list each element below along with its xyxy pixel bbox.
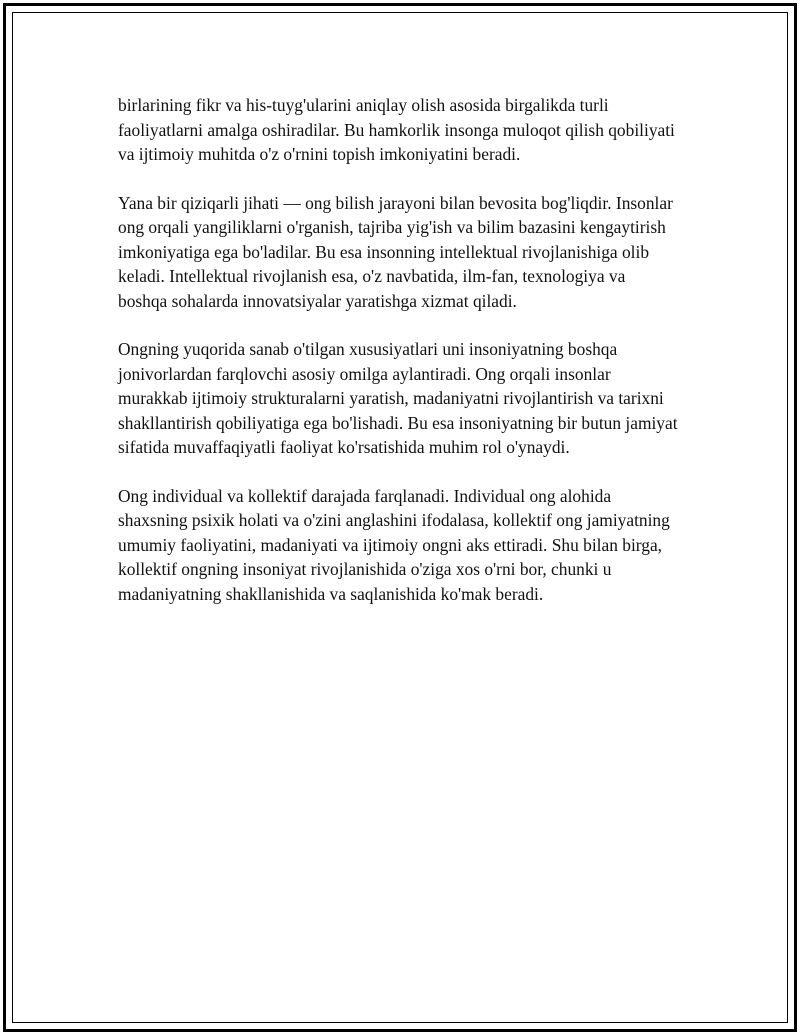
paragraph-4: Ong individual va kollektif darajada farqlanadi. Individual ong alohida shaxsning psixik holati va o'zini anglashini ifodalasa, kollektif ong jamiyatning umumiy faoliyatini, madaniyati va ijtimoiy ongni aks ettiradi. Shu bilan birga, kollektif ongning insoniyat rivojlanishida o'ziga xos o'rni bor, chunki u madaniyatning shakllanishida va saqlanishida ko'mak beradi. [118,485,670,604]
document-body [118,93,678,630]
paragraph-3: Ongning yuqorida sanab o'tilgan xususiyatlari uni insoniyatning boshqa jonivorlardan farqlovchi asosiy omilga aylantiradi. Ong orqali insonlar murakkab ijtimoiy strukturalarni yaratish, madaniyatni rivojlantirish va tarixni shakllantirish qobiliyatiga ega bo'lishadi. Bu esa insoniyatning bir butun jamiyat sifatida muvaffaqiyatli faoliyat ko'rsatishida muhim rol o'ynaydi. [118,339,678,457]
paragraph-2: Yana bir qiziqarli jihati — ong bilish jarayoni bilan bevosita bog'liqdir. Insonlar ong orqali yangiliklarni o'rganish, tajriba yig'ish va bilim bazasini kengaytirish imkoniyatiga ega bo'ladilar. Bu esa insonning intellektual rivojlanishiga olib keladi. Intellektual rivojlanish esa, o'z navbatida, ilm-fan, texnologiya va boshqa sohalarda innovatsiyalar yaratishga xizmat qiladi. [118,192,673,311]
paragraph-1: birlarining fikr va his-tuyg'ularini aniqlay olish asosida birgalikda turli faoliyatlarni amalga oshiradilar. Bu hamkorlik insonga muloqot qilish qobiliyati va ijtimoiy muhitda o'z o'rnini topish imkoniyatini beradi. [118,95,675,164]
